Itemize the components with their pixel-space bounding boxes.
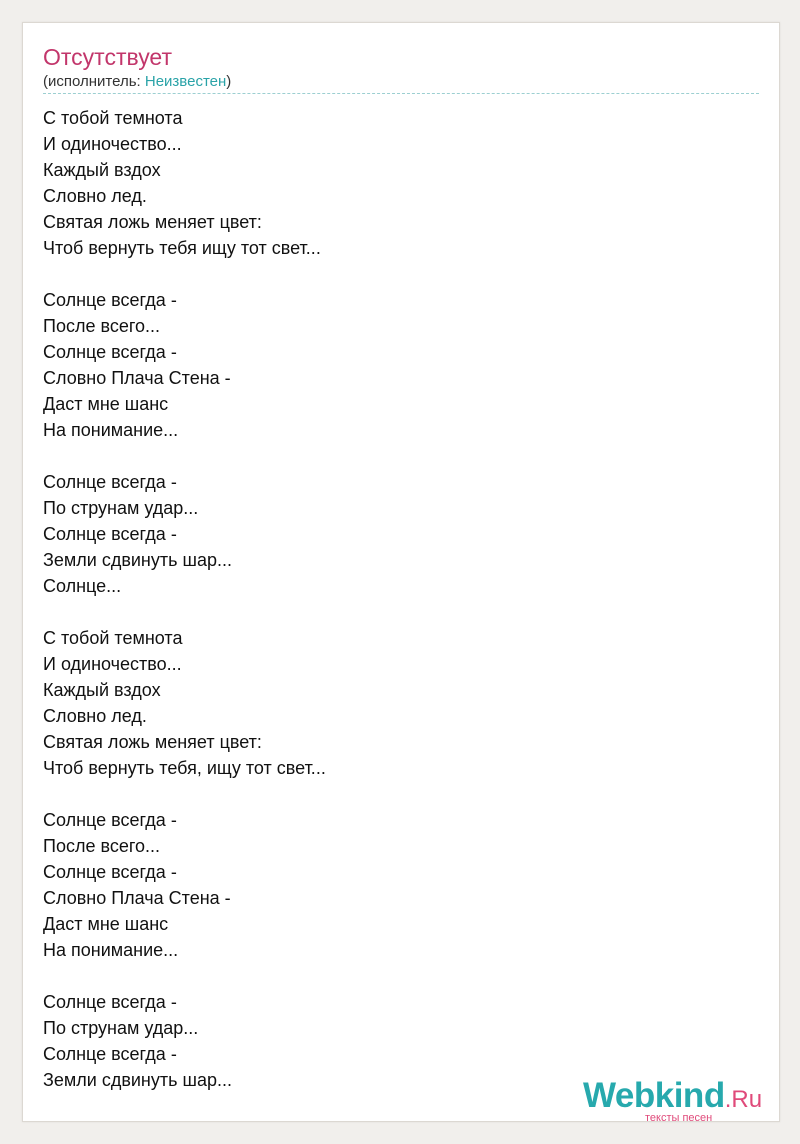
lyric-line: Солнце всегда - [43,810,177,830]
lyric-line: По струнам удар... [43,1018,199,1038]
lyric-line: Солнце... [43,576,122,596]
lyric-line: Солнце всегда - [43,992,177,1012]
lyric-line: Чтоб вернуть тебя ищу тот свет... [43,238,321,258]
lyric-line: И одиночество... [43,654,182,674]
artist-prefix: (исполнитель: [43,73,145,90]
stanza-break [43,963,743,989]
lyric-line: Солнце всегда - [43,342,177,362]
lyric-line: Солнце всегда - [43,472,177,492]
lyric-line: Словно Плача Стена - [43,368,231,388]
webkind-logo[interactable] [583,1076,773,1120]
stanza-break [43,261,743,287]
logo-tld: .Ru [724,1086,763,1113]
lyric-line: И одиночество... [43,134,182,154]
lyric-line: Солнце всегда - [43,862,177,882]
logo-tagline: тексты песен [645,1112,713,1122]
lyric-line: Даст мне шанс [43,394,169,414]
stanza-break [43,781,743,807]
lyric-line: На понимание... [43,420,179,440]
lyric-line: Каждый вздох [43,160,161,180]
lyric-line: Словно Плача Стена - [43,888,231,908]
lyric-line: Земли сдвинуть шар... [43,550,232,570]
lyric-line: Святая ложь меняет цвет: [43,732,262,752]
lyric-line: Святая ложь меняет цвет: [43,212,262,232]
lyric-line: Чтоб вернуть тебя, ищу тот свет... [43,758,326,778]
lyric-line: Земли сдвинуть шар... [43,1070,232,1090]
song-title: Отсутствует [43,44,172,70]
lyric-line: Солнце всегда - [43,524,177,544]
lyric-line: С тобой темнота [43,108,183,128]
lyric-line: Словно лед. [43,186,147,206]
stanza-break [43,443,743,469]
artist-link[interactable]: Неизвестен [144,73,227,90]
logo-name: Webkind [583,1076,725,1115]
lyrics-text [43,105,743,1093]
lyric-line: По струнам удар... [43,498,199,518]
header-divider [43,93,759,94]
lyric-line: Солнце всегда - [43,290,177,310]
lyric-line: После всего... [43,836,161,856]
artist-suffix: ) [226,73,232,90]
lyric-line: С тобой темнота [43,628,183,648]
lyric-line: Каждый вздох [43,680,161,700]
lyrics-page [22,22,780,1122]
lyric-line: Словно лед. [43,706,147,726]
lyric-line: На понимание... [43,940,179,960]
lyric-line: Даст мне шанс [43,914,169,934]
lyric-line: После всего... [43,316,161,336]
artist-line [43,73,231,91]
stanza-break [43,599,743,625]
lyric-line: Солнце всегда - [43,1044,177,1064]
